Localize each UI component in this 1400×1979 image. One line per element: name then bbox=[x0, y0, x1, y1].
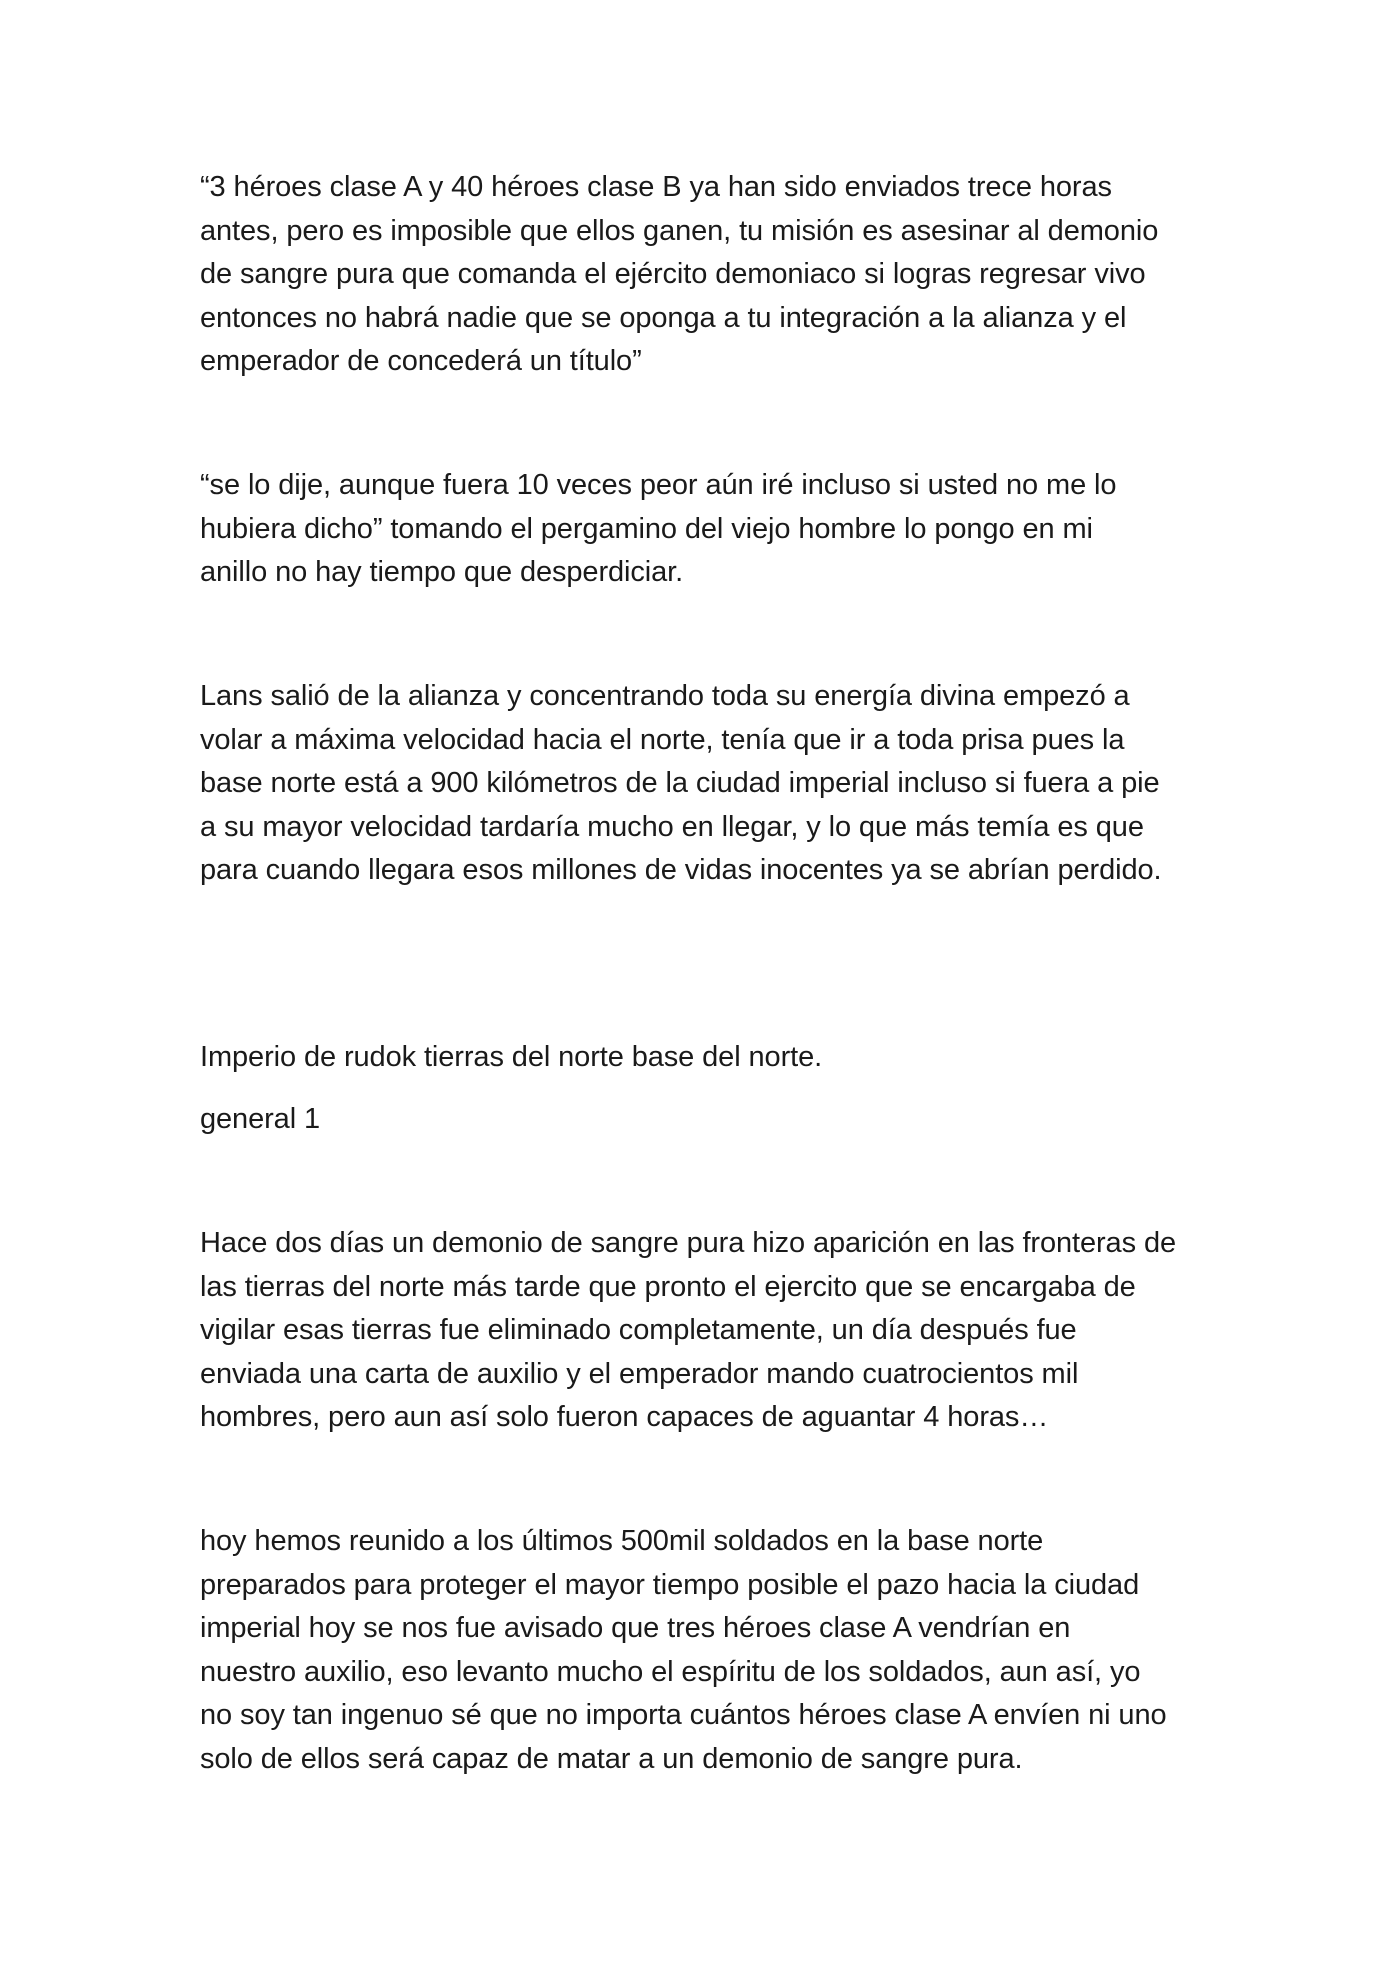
paragraph-demon-appearance: Hace dos días un demonio de sangre pura hizo aparición en las fronteras de las tierras del norte más tarde que pronto el ejercito que se encargaba de vigilar esas tierras fue eliminado completamente, un día después fue enviada una carta de auxilio y el emperador mando cuatrocientos mil hombres, pero aun así solo fueron capaces de aguantar 4 horas… bbox=[200, 1227, 1176, 1433]
paragraph-north-base: hoy hemos reunido a los últimos 500mil soldados en la base norte preparados para proteger el mayor tiempo posible el pazo hacia la ciudad imperial hoy se nos fue avisado que tres héroes clase A vendrían en nuestro auxilio, eso levanto mucho el espíritu de los soldados, aun así, yo no soy tan ingenuo sé que no importa cuántos héroes clase A envíen ni uno solo de ellos será capaz de matar a un demonio de sangre pura. bbox=[200, 1525, 1167, 1775]
narrator-label: general 1 bbox=[200, 1103, 321, 1135]
scene-heading: Imperio de rudok tierras del norte base del norte. bbox=[200, 1041, 823, 1073]
paragraph-mission-briefing: “3 héroes clase A y 40 héroes clase B ya han sido enviados trece horas antes, pero es imposible que ellos ganen, tu misión es asesinar al demonio de sangre pura que comanda el ejército demoniaco si logras regresar vivo entonces no habrá nadie que se oponga a tu integración a la alianza y el emperador de concederá un título” bbox=[200, 171, 1159, 377]
paragraph-reply: “se lo dije, aunque fuera 10 veces peor aún iré incluso si usted no me lo hubiera dicho” tomando el pergamino del viejo hombre lo pongo en mi anillo no hay tiempo que desperdiciar. bbox=[200, 469, 1117, 588]
paragraph-lans-departure: Lans salió de la alianza y concentrando toda su energía divina empezó a volar a máxima velocidad hacia el norte, tenía que ir a toda prisa pues la base norte está a 900 kilómetros de la ciudad imperial incluso si fuera a pie a su mayor velocidad tardaría mucho en llegar, y lo que más temía es que para cuando llegara esos millones de vidas inocentes ya se abrían perdido. bbox=[200, 680, 1162, 886]
